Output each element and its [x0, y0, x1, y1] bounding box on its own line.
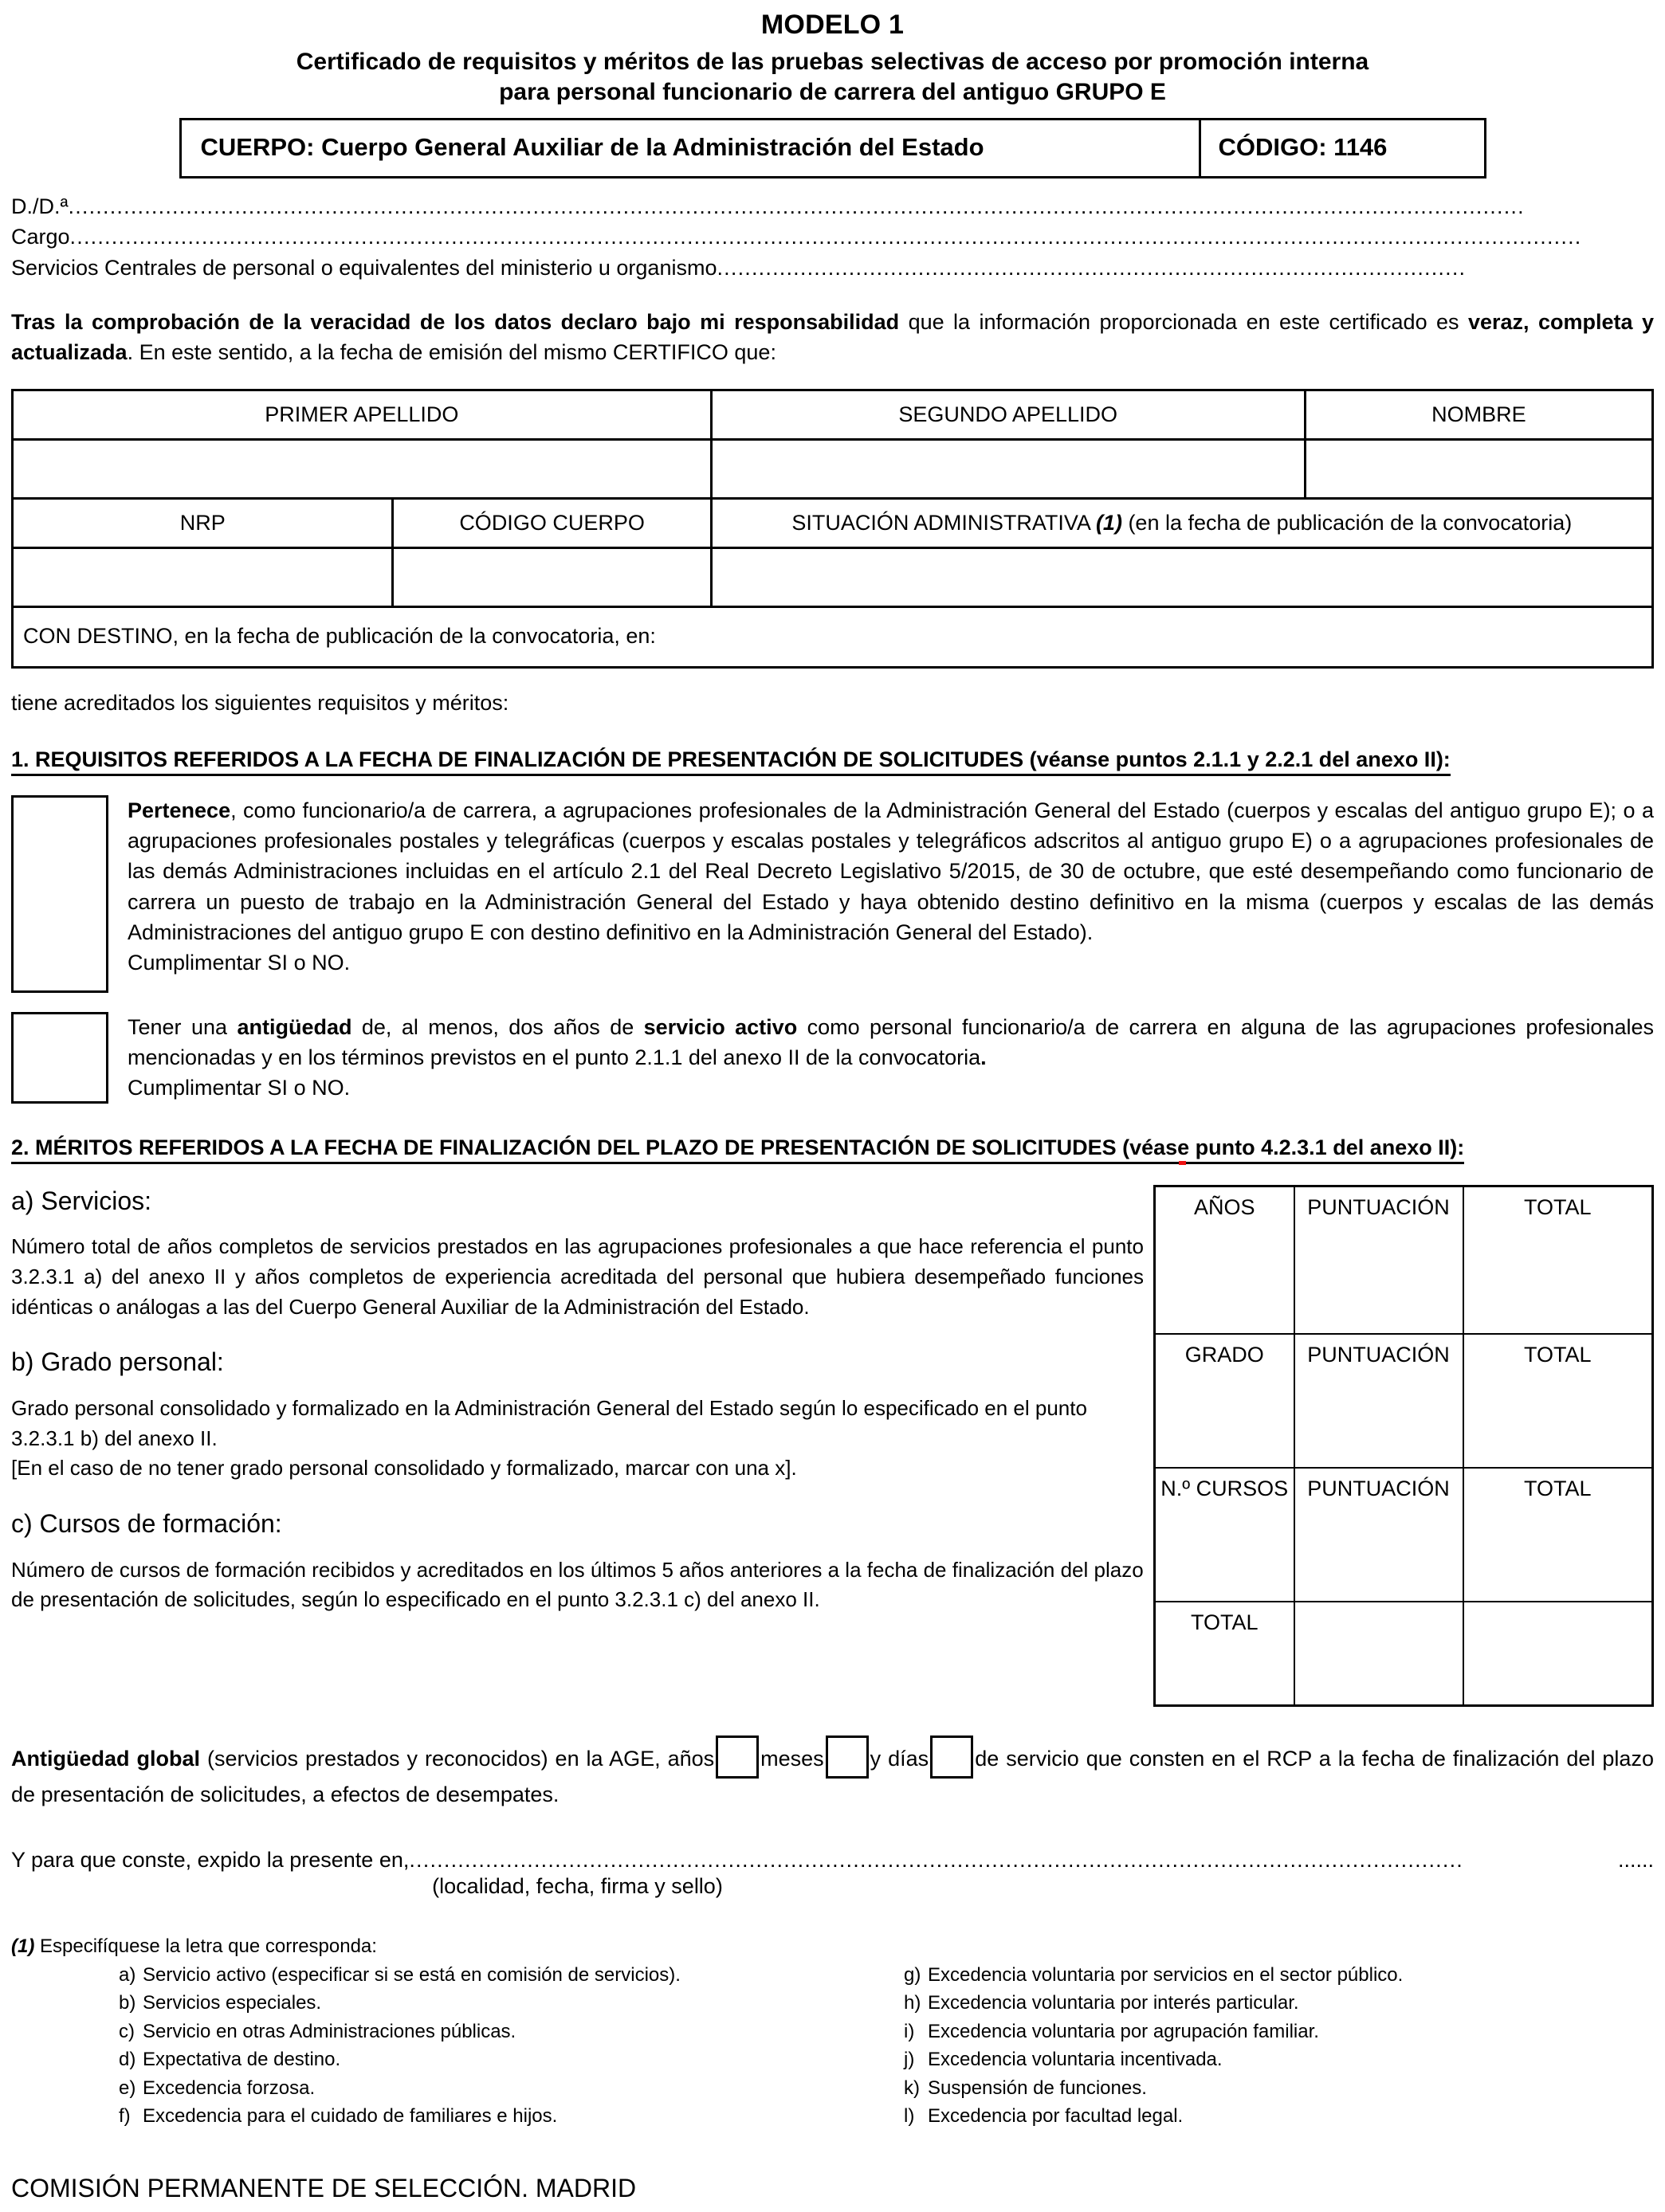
requirement-2-part-4: . [980, 1045, 987, 1069]
footnote-text-a: Servicio activo (especificar si se está en comisión de servicios). [143, 1963, 681, 1986]
antiguedad-part-2: meses [760, 1746, 824, 1771]
footnote-marker-h: h) [904, 1992, 921, 2014]
footnote-columns [11, 1961, 1654, 2131]
footnote-marker-k: k) [904, 2077, 920, 2099]
subtitle-line-2: para personal funcionario de carrera del antiguo GRUPO E [499, 78, 1166, 105]
antiguedad-years-input[interactable] [716, 1735, 759, 1779]
table-row-surname-headers [13, 390, 1653, 439]
merit-c-title: c) Cursos de formación: [11, 1508, 282, 1538]
cuerpo-label: CUERPO: Cuerpo General Auxiliar de la Administración del Estado [182, 120, 1201, 176]
header-segundo-apellido: SEGUNDO APELLIDO [711, 390, 1305, 439]
footnote-text-b: Servicios especiales. [143, 1992, 322, 2014]
expido-dots-tail: ...... [1617, 1847, 1654, 1872]
footnote-text-e: Excedencia forzosa. [143, 2077, 316, 2099]
declaration-middle: que la información proporcionada en este certificado es [899, 309, 1468, 334]
footnote-text-h: Excedencia voluntaria por interés particular. [928, 1992, 1299, 2014]
footnote-marker-i: i) [904, 2020, 915, 2042]
requirement-1-checkbox[interactable] [11, 795, 108, 993]
merits-section [11, 1185, 1654, 1707]
header-codigo-cuerpo: CÓDIGO CUERPO [393, 498, 711, 547]
footnote-marker-a: a) [119, 1963, 136, 1986]
page-subtitle [11, 47, 1654, 107]
table-row-destino [13, 606, 1653, 667]
requirement-1-fill-instruction: Cumplimentar SI o NO. [128, 951, 351, 975]
header-primer-apellido: PRIMER APELLIDO [13, 390, 712, 439]
requirement-1-text [128, 795, 1654, 993]
name-label: D./D.ª [11, 194, 69, 218]
merits-row-anos [1155, 1186, 1653, 1334]
list-item [119, 2018, 872, 2046]
requirement-1-body: , como funcionario/a de carrera, a agrupaciones profesionales de la Administración General del Estado (cuerpos y escalas del antiguo grupo E); o a agrupaciones profesionales postales y telegráficas (cuerpos y escalas postales y telegráficos adscritos al antiguo grupo E) o a agrupaciones profesionales de las demás Administraciones incluidas en el artículo 2.1 del Real Decreto Legislativo 5/2015, de 30 de octubre, que esté desempeñando como funcionario de carrera un puesto de trabajo en la Administración General del Estado y haya obtenido destino definitivo en la misma (cuerpos y escalas de las demás Administraciones del antiguo grupo E con destino definitivo en la Administración General del Estado). [128, 798, 1654, 944]
requirement-2-bold-2: servicio activo [643, 1014, 798, 1039]
merits-cell-cursos-puntuacion[interactable]: PUNTUACIÓN [1294, 1468, 1463, 1602]
list-item [119, 2102, 872, 2131]
antiguedad-label: Antigüedad global [11, 1746, 200, 1771]
footnote-marker-b: b) [119, 1992, 136, 2014]
footnote-marker: (1) [11, 1935, 35, 1957]
section-1-heading: 1. REQUISITOS REFERIDOS A LA FECHA DE FINALIZACIÓN DE PRESENTACIÓN DE SOLICITUDES (véanse puntos 2.1.1 y 2.2.1 del anexo II): [11, 747, 1451, 776]
merits-score-table [1153, 1185, 1654, 1707]
field-situacion-administrativa[interactable] [711, 547, 1652, 606]
servicios-input-dots[interactable]: ............................................................................................................ [717, 255, 1467, 280]
merits-cell-grado-puntuacion[interactable]: PUNTUACIÓN [1294, 1334, 1463, 1468]
declaration-bold-lead: Tras la comprobación de la veracidad de los datos declaro bajo mi responsabilidad [11, 309, 900, 334]
merits-descriptions [11, 1185, 1153, 1615]
page-title: MODELO 1 [760, 10, 905, 40]
acreditados-line: tiene acreditados los siguientes requisitos y méritos: [11, 690, 509, 715]
footnote-marker-e: e) [119, 2077, 136, 2099]
merits-cell-anos-puntuacion[interactable]: PUNTUACIÓN [1294, 1186, 1463, 1334]
field-segundo-apellido[interactable] [711, 439, 1305, 498]
merits-cell-cursos-label[interactable]: N.º CURSOS [1155, 1468, 1294, 1602]
footnote-marker-c: c) [119, 2020, 135, 2042]
identity-block [11, 191, 1654, 283]
field-codigo-cuerpo[interactable] [393, 547, 711, 606]
comision-footer: COMISIÓN PERMANENTE DE SELECCIÓN. MADRID [11, 2173, 637, 2202]
list-item [119, 2074, 872, 2103]
expido-caption: (localidad, fecha, firma y sello) [432, 1873, 723, 1898]
field-nombre[interactable] [1305, 439, 1652, 498]
merits-cell-grado-label[interactable]: GRADO [1155, 1334, 1294, 1468]
merit-b-body-1: Grado personal consolidado y formalizado en la Administración General del Estado según lo especificado en el punto 3.2.3.1 b) del anexo II. [11, 1395, 1087, 1450]
field-con-destino[interactable]: CON DESTINO, en la fecha de publicación de la convocatoria, en: [13, 606, 1653, 667]
footnote-marker-d: d) [119, 2049, 136, 2071]
cuerpo-codigo-box [179, 118, 1486, 178]
list-item [904, 2102, 1654, 2131]
servicios-line [11, 253, 1654, 283]
merit-b-title: b) Grado personal: [11, 1347, 224, 1377]
requirement-2-part-3: como personal funcionario/a de carrera en alguna de las agrupaciones profesionales mencionadas y en los términos previstos en el punto 2.1.1 del anexo II de la convocatoria [128, 1014, 1655, 1069]
requirement-2-bold-1: antigüedad [237, 1014, 352, 1039]
merit-c-body: Número de cursos de formación recibidos y acreditados en los últimos 5 años anteriores a la fecha de finalización del plazo de presentación de solicitudes, según lo especificado en el punto 3.2.3.1 c) del anexo II. [11, 1557, 1144, 1612]
requirement-1-bold: Pertenece [128, 798, 231, 822]
list-item [119, 2045, 872, 2074]
declaration-tail: . En este sentido, a la fecha de emisión del mismo CERTIFICO que: [127, 340, 776, 365]
merit-b-body-2: [En el caso de no tener grado personal consolidado y formalizado, marcar con una x]. [11, 1456, 797, 1481]
personal-data-table [11, 389, 1654, 669]
servicios-label: Servicios Centrales de personal o equivalentes del ministerio u organismo [11, 255, 717, 280]
footnote-heading-text: Especifíquese la letra que corresponda: [34, 1935, 377, 1957]
list-item [904, 2045, 1654, 2074]
expido-input-dots[interactable]: ........................................................................................................................................................ [409, 1847, 1463, 1872]
merits-cell-anos-label[interactable]: AÑOS [1155, 1186, 1294, 1334]
requirement-2-text [128, 1012, 1654, 1104]
antiguedad-months-input[interactable] [826, 1735, 869, 1779]
antiguedad-part-3: y días [870, 1746, 929, 1771]
table-row-nrp-values [13, 547, 1653, 606]
footnote-text-c: Servicio en otras Administraciones públicas. [143, 2020, 516, 2042]
merits-row-grado [1155, 1334, 1653, 1468]
merits-row-cursos [1155, 1468, 1653, 1602]
merits-row-total [1155, 1602, 1653, 1705]
merits-cell-grado-total[interactable]: TOTAL [1463, 1334, 1653, 1468]
antiguedad-part-4: de servicio que consten en el RCP a la fecha de finalización del plazo de presentación de solicitudes, a efectos de desempates. [11, 1746, 1654, 1806]
expido-label: Y para que conste, expido la presente en, [11, 1847, 410, 1872]
list-item [904, 1961, 1654, 1990]
footnote-marker-j: j) [904, 2049, 915, 2071]
declaration-paragraph [11, 307, 1654, 368]
footnote-text-i: Excedencia voluntaria por agrupación familiar. [928, 2020, 1319, 2042]
requirement-2-checkbox[interactable] [11, 1012, 108, 1104]
footnote-marker-f: f) [119, 2105, 131, 2128]
antiguedad-global-paragraph [11, 1735, 1654, 1811]
cargo-line [11, 222, 1654, 252]
merits-cell-total-right[interactable] [1463, 1602, 1653, 1705]
table-row-surname-values [13, 439, 1653, 498]
footnote-text-f: Excedencia para el cuidado de familiares e hijos. [143, 2105, 558, 2128]
cargo-input-dots[interactable]: .......................................................................................................................................................................................................................... [69, 225, 1582, 249]
table-row-nrp-headers [13, 498, 1653, 547]
header-situacion-administrativa [711, 498, 1652, 547]
antiguedad-part-1: (servicios prestados y reconocidos) en la AGE, años [199, 1746, 715, 1771]
list-item [904, 2018, 1654, 2046]
codigo-label: CÓDIGO: 1146 [1218, 133, 1388, 161]
footnote-marker-l: l) [904, 2105, 915, 2128]
antiguedad-days-input[interactable] [930, 1735, 973, 1779]
situacion-tail: (en la fecha de publicación de la convocatoria) [1121, 510, 1573, 535]
merit-a-body: Número total de años completos de servicios prestados en las agrupaciones profesionales a que hace referencia el punto 3.2.3.1 a) del anexo II y años completos de experiencia acreditada del personal que hubiera desempeñado funciones idénticas o análogas a las del Cuerpo General Auxiliar de la Administración del Estado. [11, 1234, 1144, 1319]
footnote-marker-g: g) [904, 1963, 921, 1986]
field-primer-apellido[interactable] [13, 439, 712, 498]
footnote-block [11, 1936, 1654, 2131]
list-item [119, 1989, 872, 2018]
requirement-2-fill-instruction: Cumplimentar SI o NO. [128, 1076, 351, 1100]
requirement-1-row [11, 795, 1654, 993]
footnote-column-left [11, 1961, 872, 2131]
requirement-2-part-2: de, al menos, dos años de [351, 1014, 644, 1039]
list-item [904, 1989, 1654, 2018]
subtitle-line-1: Certificado de requisitos y méritos de las pruebas selectivas de acceso por promoción interna [296, 49, 1369, 75]
merit-a-title: a) Servicios: [11, 1186, 152, 1215]
field-nrp[interactable] [13, 547, 393, 606]
footnote-text-d: Expectativa de destino. [143, 2049, 341, 2071]
merits-cell-total-mid[interactable] [1294, 1602, 1463, 1705]
name-input-dots[interactable]: .................................................................................................................................................................................................................. [68, 194, 1525, 218]
requirement-2-row [11, 1012, 1654, 1104]
footnote-column-right [872, 1961, 1654, 2131]
situacion-footnote-marker: (1) [1095, 510, 1122, 535]
footnote-text-l: Excedencia por facultad legal. [928, 2105, 1184, 2128]
name-line [11, 191, 1654, 222]
footnote-heading [11, 1936, 1654, 1958]
footnote-text-k: Suspensión de funciones. [928, 2077, 1147, 2099]
merits-cell-cursos-total[interactable]: TOTAL [1463, 1468, 1653, 1602]
footnote-text-g: Excedencia voluntaria por servicios en el sector público. [928, 1963, 1404, 1986]
situacion-text: SITUACIÓN ADMINISTRATIVA [791, 510, 1096, 535]
merits-cell-total-label: TOTAL [1155, 1602, 1294, 1705]
merits-score-table-wrap [1153, 1185, 1654, 1707]
requirement-2-part-1: Tener una [128, 1014, 238, 1039]
section-2-heading-pre: 2. MÉRITOS REFERIDOS A LA FECHA DE FINALIZACIÓN DEL PLAZO DE PRESENTACIÓN DE SOLICITUDES (véase punto 4.2.3.1 [11, 1135, 1327, 1159]
footnote-text-j: Excedencia voluntaria incentivada. [928, 2049, 1223, 2071]
section-2-heading-post: del anexo II): [1326, 1135, 1465, 1159]
expido-line [11, 1848, 1654, 1873]
red-underline-accent [1179, 1161, 1186, 1165]
cargo-label: Cargo [11, 225, 70, 249]
merits-cell-anos-total[interactable]: TOTAL [1463, 1186, 1653, 1334]
declaration-bold-tail: veraz, completa y actualizada [11, 309, 1654, 365]
header-nombre: NOMBRE [1305, 390, 1652, 439]
list-item [904, 2074, 1654, 2103]
header-nrp: NRP [13, 498, 393, 547]
section-2-heading [11, 1135, 1464, 1164]
list-item [119, 1961, 872, 1990]
